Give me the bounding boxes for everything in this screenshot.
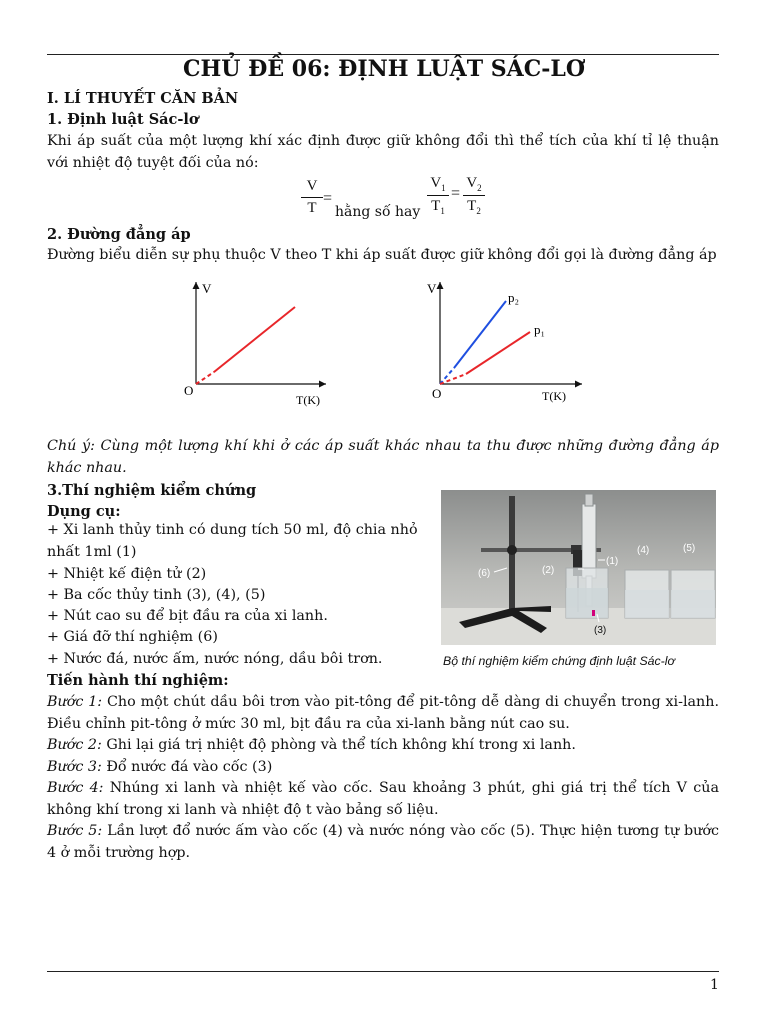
origin-label: O [432, 386, 442, 401]
heading-experiment: 3.Thí nghiệm kiểm chứng [47, 482, 257, 499]
section-heading: I. LÍ THUYẾT CĂN BẢN [47, 90, 239, 107]
formula-eq2: = [451, 185, 461, 202]
isobar-p1-dashed [440, 374, 466, 384]
formula-t2: T [467, 198, 477, 214]
isobar-paragraph: Đường biểu diễn sự phụ thuộc V theo T khi áp suất được giữ không đổi gọi là đường đẳng áp [47, 247, 717, 263]
page-number: 1 [710, 977, 719, 993]
procedure-heading: Tiến hành thí nghiệm: [47, 672, 229, 689]
step-label: Bước 1: [47, 694, 103, 710]
tool-item: + Ba cốc thủy tinh (3), (4), (5) [47, 587, 266, 603]
y-axis-label: V [427, 281, 437, 296]
step-5 [47, 821, 719, 864]
note-paragraph [47, 436, 719, 479]
bottom-rule [47, 971, 719, 972]
formula-v2: V [466, 175, 478, 191]
isobar-line [214, 307, 295, 372]
tool-item: + Nhiệt kế điện tử (2) [47, 566, 207, 582]
isobar-graph-single [176, 278, 336, 408]
step-3 [47, 757, 719, 779]
isobar-p2-line [454, 301, 506, 368]
formula-t2-sub: 2 [476, 206, 481, 216]
step-4 [47, 778, 719, 821]
heading-law: 1. Định luật Sác-lơ [47, 111, 199, 128]
tool-item: + Nước đá, nước ấm, nước nóng, dầu bôi trơn. [47, 651, 383, 667]
top-rule [47, 54, 719, 55]
formula-t1-sub: 1 [440, 206, 445, 216]
tool-item: nhất 1ml (1) [47, 544, 137, 560]
law-paragraph: Khi áp suất của một lượng khí xác định được giữ không đổi thì thể tích của khí tỉ lệ thuận với nhiệt độ tuyệt đối của nó: [47, 133, 719, 171]
step-1 [47, 692, 719, 735]
tool-item: + Xi lanh thủy tinh có dung tích 50 ml, độ chia nhỏ [47, 522, 418, 538]
note-label: Chú ý [47, 438, 91, 454]
tools-heading: Dụng cụ: [47, 503, 121, 520]
formula-v2-sub: 2 [477, 183, 482, 193]
beaker-icon-4 [625, 570, 669, 618]
heading-isobar: 2. Đường đẳng áp [47, 226, 191, 243]
step-text: Nhúng xi lanh và nhiệt kế vào cốc. Sau khoảng 3 phút, ghi giá trị thể tích V của không khí trong xi lanh và nhiệt độ t vào bảng số liệu. [47, 780, 719, 818]
x-axis-label: T(K) [296, 393, 320, 407]
formula-t1: T [431, 198, 441, 214]
step-label: Bước 5: [47, 823, 103, 839]
photo-label-5: (5) [683, 543, 696, 554]
step-text: Lần lượt đổ nước ấm vào cốc (4) và nước nóng vào cốc (5). Thực hiện tương tự bước 4 ở mỗi trường hợp. [47, 823, 719, 861]
photo-label-6: (6) [478, 568, 491, 579]
note-text: : Cùng một lượng khí khi ở các áp suất khác nhau ta thu được những đường đẳng áp khác nhau. [47, 438, 719, 476]
photo-label-1: (1) [606, 556, 619, 567]
formula-eq: = [323, 190, 333, 207]
isobar-graph-double [424, 278, 594, 408]
formula-v1: V [430, 175, 442, 191]
isobar-dashed [196, 372, 214, 384]
photo-label-4: (4) [637, 545, 650, 556]
step-label: Bước 3: [47, 759, 102, 775]
line-label-p2: p₂ [508, 290, 520, 305]
page-title: CHỦ ĐỀ 06: ĐỊNH LUẬT SÁC-LƠ [182, 56, 586, 82]
formula-num: V [306, 178, 318, 194]
step-label: Bước 4: [47, 780, 104, 796]
origin-label: O [184, 383, 194, 398]
step-2 [47, 735, 719, 757]
formula-text: hằng số hay [335, 204, 421, 220]
line-label-p1: p₁ [534, 322, 546, 337]
beaker-icon-3 [566, 568, 608, 618]
beaker-icon-5 [671, 570, 715, 618]
photo-label-3: (3) [594, 625, 607, 636]
tool-item: + Nút cao su để bịt đầu ra của xi lanh. [47, 608, 328, 624]
formula-den: T [307, 200, 317, 216]
photo-caption: Bộ thí nghiệm kiểm chứng định luật Sác-lơ [443, 654, 675, 668]
step-text: Ghi lại giá trị nhiệt độ phòng và thể tích không khí trong xi lanh. [101, 737, 576, 753]
tool-item: + Giá đỡ thí nghiệm (6) [47, 629, 218, 645]
step-label: Bước 2: [47, 737, 102, 753]
isobar-p1-line [466, 332, 530, 374]
photo-label-2: (2) [542, 565, 555, 576]
y-axis-label: V [202, 281, 212, 296]
x-axis-label: T(K) [542, 389, 566, 403]
step-text: Cho một chút dầu bôi trơn vào pit-tông để pit-tông dễ dàng di chuyển trong xi-lanh. Điều chỉnh pit-tông ở mức 30 ml, bịt đầu ra của xi-lanh bằng nút cao su. [47, 694, 719, 732]
formula-v1-sub: 1 [441, 183, 446, 193]
step-text: Đổ nước đá vào cốc (3) [101, 759, 273, 775]
experiment-photo [441, 490, 716, 645]
